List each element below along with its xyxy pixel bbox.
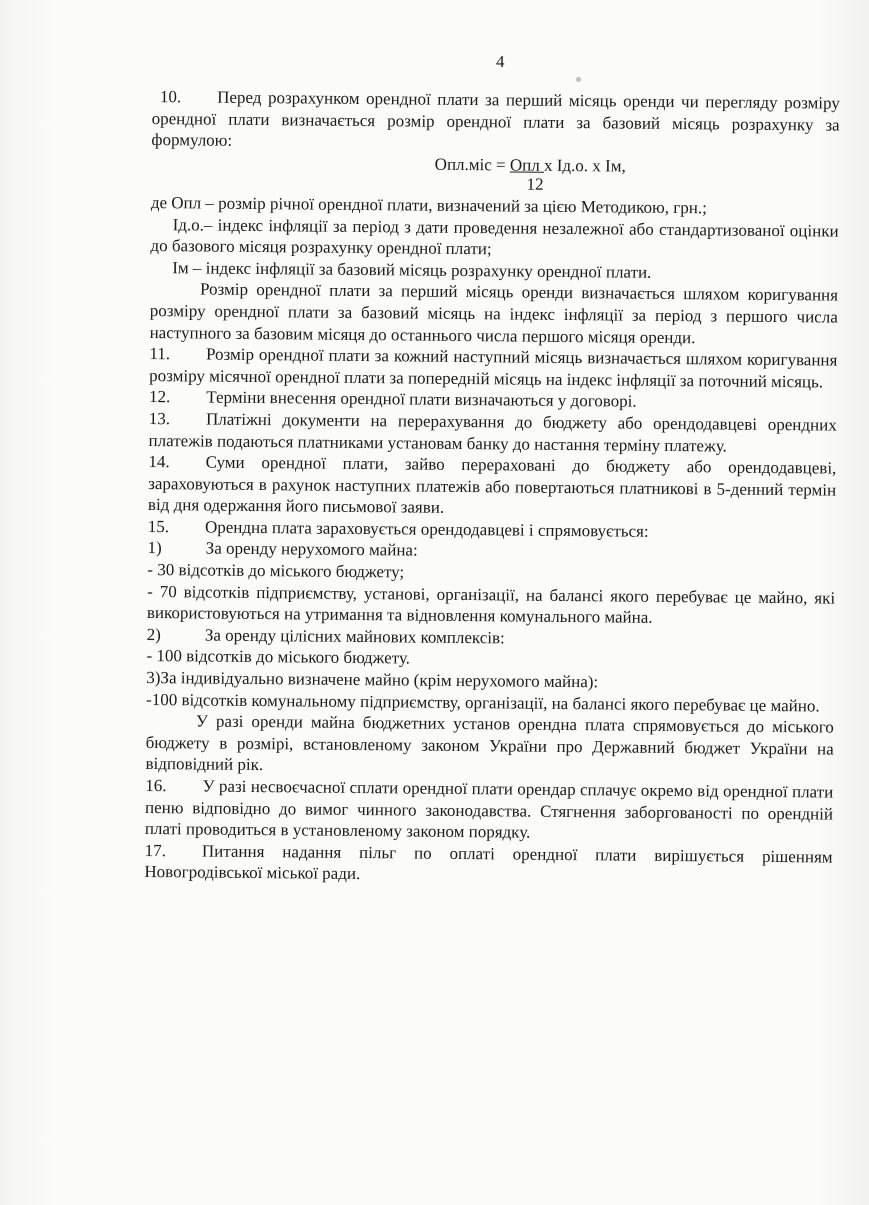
sub-1-item-b: - 70 відсотків підприємству, установі, організації, на балансі якого перебуває це майно, які використовуються на утримання та відновлення комунального майна.	[146, 581, 836, 628]
clause-16: 16. У разі несвоєчасної сплати орендної плати орендар сплачує окремо від орендної плати пеню відповідно до вимог чинного законодавства. Стягнення заборгованості по орендній платі проводиться в установленому законом порядку.	[144, 775, 834, 842]
clause-14: 14. Суми орендної плати, зайво перераховані до бюджету або орендодавцеві, зараховуються в рахунок наступних платежів або повертаються платникові в 5-денний термін від дня одержання його письмової заяви.	[147, 452, 837, 518]
formula-numerator: Опл	[509, 155, 545, 175]
sub-3-item-a: -100 відсотків комунальному підприємству, організації, на балансі якого перебуває це майно.	[146, 689, 820, 716]
sub-2-title: 2) За оренду цілісних майнових комплексів:	[146, 624, 505, 648]
clause-13: 13. Платіжні документи на перерахування до бюджету або орендодавцеві орендних платежів подаються платниками установам банку до настання терміну платежу.	[148, 408, 837, 456]
clause-15: 15. Орендна плата зараховується орендодавцеві і спрямовується:	[147, 516, 649, 541]
scan-speck	[576, 77, 581, 82]
formula: Опл.міс = Опл х Ід.о. х Ім,	[434, 154, 626, 176]
sub-1-title: 1) За оренду нерухомого майна:	[147, 538, 418, 561]
definition-opl: де Опл – розмір річної орендної плати, визначений за цією Методикою, грн.;	[150, 192, 707, 218]
first-month-rule: Розмір орендної плати за перший місяць оренди визначається шляхом коригування розміру орендної плати за базовий місяць на індекс інфляції за період з першого числа наступного за базовим місяця до останнього числа першого місяця оренди.	[149, 279, 839, 347]
sub-3-title: 3)За індивідуально визначене майно (крім нерухомого майна):	[146, 668, 599, 692]
clause-17: 17. Питання надання пільг по оплаті орендної плати вирішується рішенням Новогродівської міської ради.	[144, 840, 833, 884]
budget-note: У разі оренди майна бюджетних установ орендна плата спрямовується до міського бюджету в розмірі, встановленому законом України про Державний бюджет України на відповідний рік.	[145, 711, 834, 775]
definition-ido: Ід.о.– індекс інфляції за період з дати проведення незалежної або стандартизованої оцінки до базового місяця розрахунку орендної плати;	[150, 214, 839, 259]
clause-12: 12. Терміни внесення орендної плати визначаються у договорі.	[148, 387, 637, 411]
clause-10: 10. Перед розрахунком орендної плати за перший місяць оренди чи перегляду розміру орендної плати визначається розмір орендної плати за базовий місяць розрахунку за формулою:	[151, 87, 840, 150]
definition-im: Ім – індекс інфляції за базовий місяць розрахунку орендної плати.	[172, 257, 652, 282]
document-body	[144, 86, 840, 890]
page-number: 4	[496, 52, 505, 71]
sub-1-item-a: - 30 відсотків до міського бюджету;	[147, 560, 405, 582]
sub-2-item-a: - 100 відсотків до міського бюджету.	[146, 646, 411, 668]
clause-11: 11. Розмір орендної плати за кожний наступний місяць визначається шляхом коригування розміру місячної орендної плати за попередній місяць на індекс інфляції за поточний місяць.	[149, 344, 838, 392]
formula-denominator: 12	[526, 174, 544, 195]
